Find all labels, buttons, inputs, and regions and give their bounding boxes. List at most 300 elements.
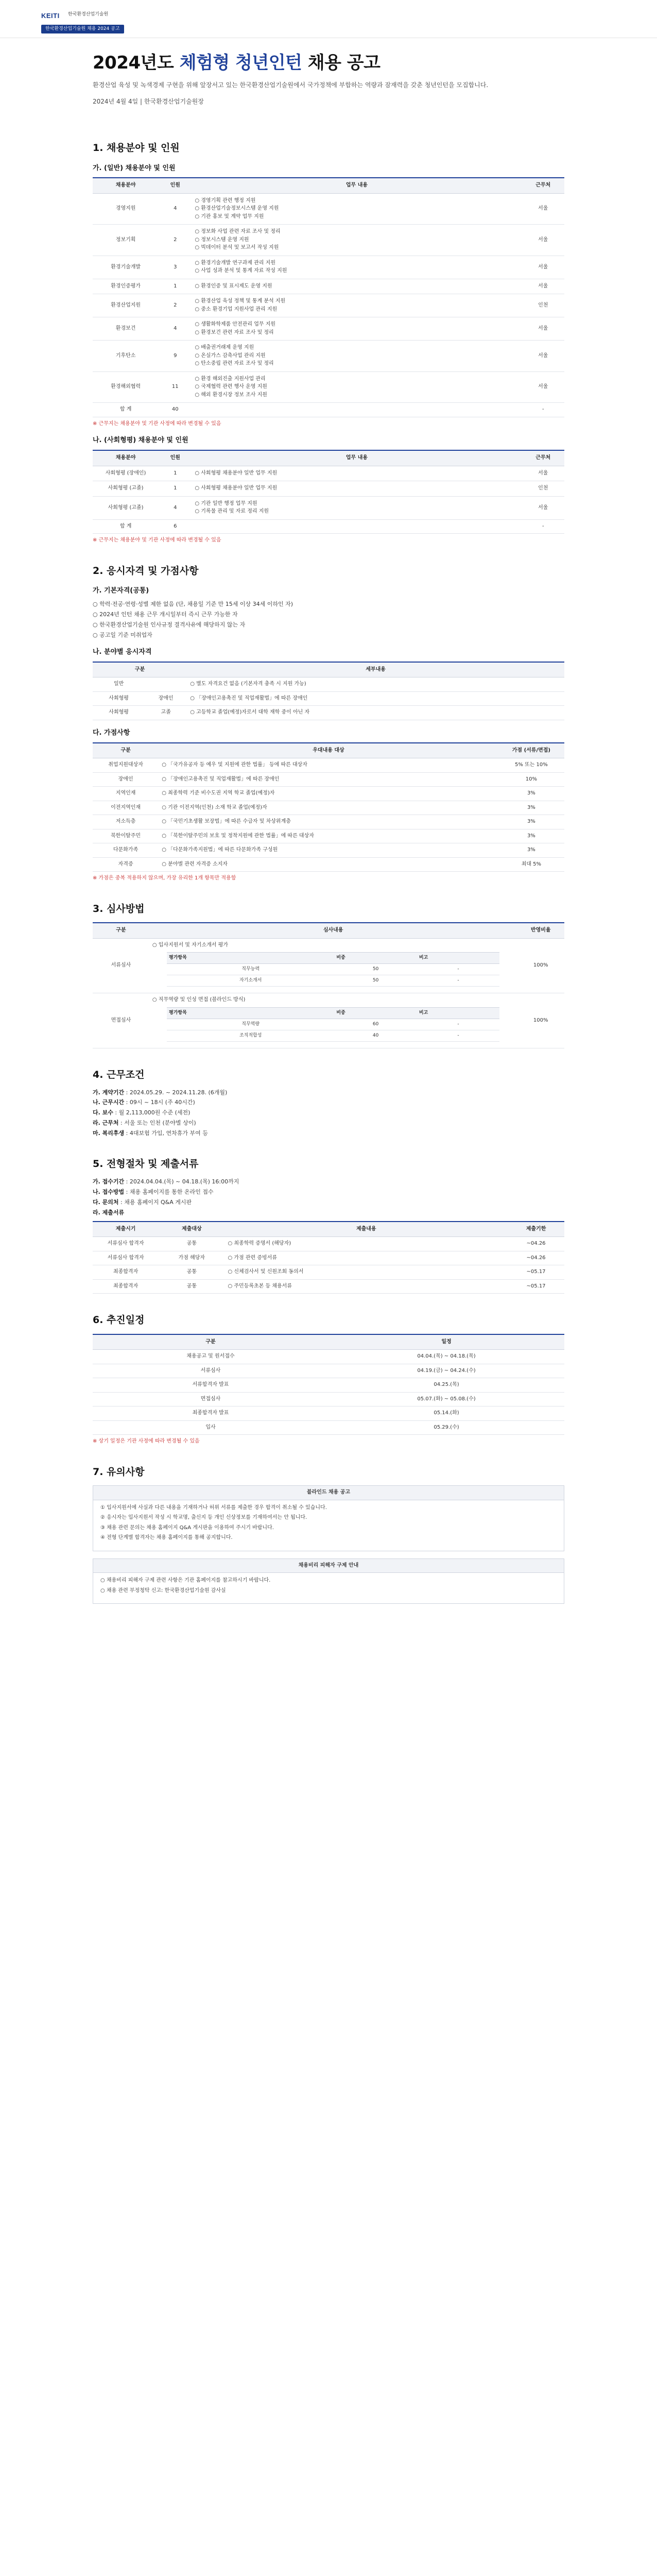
screen-type: 서류심사: [93, 938, 149, 993]
inner-cell: 자기소개서: [167, 975, 334, 987]
cell-doc-due: ~05.17: [508, 1279, 564, 1294]
table-row: [93, 1279, 564, 1294]
list-item: [93, 1178, 564, 1186]
total-label-b: 합 계: [93, 519, 159, 534]
notice-box-title: 블라인드 채용 공고: [93, 1486, 564, 1500]
list-item: [93, 1188, 564, 1196]
cell-type: 사회형평: [93, 706, 145, 720]
total-count: 40: [159, 403, 192, 417]
inner-cell: -: [417, 964, 499, 975]
cell-field: 사회형평 (장애인): [93, 466, 159, 481]
footer-line: ○ 채용비리 피해자 구제 관련 사항은 기관 홈페이지를 참고하시기 바랍니다.: [100, 1578, 271, 1584]
inner-b-h1: 비중: [334, 1007, 417, 1019]
table-row: [93, 193, 564, 225]
duty-line: ○ 환경산업기술정보시스템 운영 지원: [195, 206, 279, 212]
cell-doc-when: 최종합격자: [93, 1279, 159, 1294]
duty-line: ○ 사회형평 채용분야 일반 업무 지원: [195, 485, 278, 492]
footer-box: [93, 1558, 564, 1604]
notice-paragraph: ② 응시자는 입사지원서 작성 시 학교명, 출신지 등 개인 신상정보를 기재하여서는 안 됩니다.: [100, 1515, 307, 1521]
notice-box: [93, 1485, 564, 1551]
cell-bonus-type: 지역인재: [93, 787, 159, 801]
cell-count: 4: [159, 193, 192, 225]
title-accent: 체험형 청년인턴: [179, 53, 302, 73]
note-1a: ※ 근무지는 채용분야 및 기관 사정에 따라 변경될 수 있음: [93, 420, 221, 427]
item-value: : 채용 홈페이지를 통한 온라인 접수: [124, 1188, 214, 1195]
inner-a-h1: 비중: [334, 953, 417, 964]
cell-count: 2: [159, 225, 192, 256]
cell-sched-date: 04.25.(목): [328, 1378, 564, 1393]
col-screen-detail: 심사내용: [149, 923, 517, 938]
logo[interactable]: [41, 11, 616, 19]
notice-paragraph: ① 입사지원서에 사실과 다른 내용을 기재하거나 허위 서류를 제출한 경우 합격이 취소될 수 있습니다.: [100, 1504, 327, 1511]
item-value: : 채용 홈페이지 Q&A 게시판: [118, 1198, 192, 1206]
cell-doc-what: ○ 주민등록초본 등 채용서류: [224, 1279, 508, 1294]
cell-count: 11: [159, 371, 192, 403]
recruit-table-general: [93, 177, 564, 417]
cell-bonus-detail: ○ 「다문화가족지원법」에 따른 다문화가족 구성원: [159, 843, 498, 858]
inner-cell: 40: [334, 1030, 417, 1041]
table-row: [93, 1364, 564, 1378]
col-bonus-type: 구분: [93, 743, 159, 758]
footer-lines: [100, 1577, 557, 1595]
schedule-table: [93, 1334, 564, 1435]
duty-line: ○ 빅데이터 분석 및 보고서 작성 지원: [195, 245, 279, 251]
col-doc-due: 제출기한: [508, 1222, 564, 1237]
duty-line: ○ 환경산업 육성 정책 및 통계 분석 지원: [195, 298, 286, 304]
cell-sched-date: 04.04.(목) ~ 04.18.(목): [328, 1350, 564, 1364]
logo-mark: KEITI: [41, 12, 60, 20]
cell-bonus-detail: ○ 최종학력 기준 비수도권 지역 학교 졸업(예정)자: [159, 787, 498, 801]
total-place-b: -: [522, 519, 564, 534]
item-value: : 4대보험 가입, 연차휴가 부여 등: [124, 1130, 208, 1137]
cell-count: 4: [159, 496, 192, 519]
footer-line: ○ 채용 관련 부정청탁 신고: 한국환경산업기술원 감사실: [100, 1587, 226, 1594]
logo-subtitle: 한국환경산업기술원: [68, 12, 109, 18]
col-type: 구분: [93, 662, 187, 677]
item-value: : 09시 ~ 18시 (주 40시간): [124, 1099, 195, 1106]
duty-line: ○ 국제협력 관련 행사 운영 지원: [195, 384, 267, 390]
section-title-3: 3. 심사방법: [93, 903, 145, 914]
cell-sched-item: 최종합격자 발표: [93, 1406, 328, 1421]
cell-place: 서울: [522, 371, 564, 403]
item-value: : 2024.04.04.(목) ~ 04.18.(목) 16:00까지: [124, 1178, 239, 1185]
cell-count: 9: [159, 341, 192, 372]
item-key: 라. 근무처: [93, 1120, 119, 1127]
table-row: [167, 964, 499, 975]
cell-bonus-score: 3%: [498, 829, 564, 843]
cell-doc-when: 서류심사 합격자: [93, 1251, 159, 1265]
col-place-b: 근무처: [522, 450, 564, 466]
list-item: [93, 1089, 564, 1097]
cell-duties: [192, 317, 522, 341]
cell-duties: [192, 294, 522, 317]
cell-sched-date: 04.19.(금) ~ 04.24.(수): [328, 1364, 564, 1378]
table-row: [93, 1406, 564, 1421]
table-row: [93, 496, 564, 519]
col-doc-what: 제출내용: [224, 1222, 508, 1237]
cell-bonus-type: 북한이탈주민: [93, 829, 159, 843]
cell-field: 환경산업지원: [93, 294, 159, 317]
cell-place: 서울: [522, 256, 564, 279]
cell-subtype: [145, 677, 187, 692]
total-label: 합 계: [93, 403, 159, 417]
screening-table: [93, 922, 564, 1048]
cell-doc-due: ~04.26: [508, 1251, 564, 1265]
table-row: [93, 256, 564, 279]
cell-subtype: 장애인: [145, 691, 187, 706]
cell-place: 서울: [522, 193, 564, 225]
cell-field: 환경해외협력: [93, 371, 159, 403]
col-count: 인원: [159, 178, 192, 193]
duty-line: ○ 경영기획 관련 행정 지원: [195, 197, 256, 204]
section-2a-subtitle: 가. 기본자격(공통): [93, 587, 149, 595]
title-prefix: 2024년도: [93, 53, 180, 73]
item-value: : 서울 또는 인천 (분야별 상이): [118, 1120, 196, 1127]
cell-bonus-detail: ○ 「북한이탈주민의 보호 및 정착지원에 관한 법률」에 따른 대상자: [159, 829, 498, 843]
cell-duties: [192, 279, 522, 294]
col-screen-type: 구분: [93, 923, 149, 938]
section-title-2: 2. 응시자격 및 가점사항: [93, 565, 199, 577]
item-key: 마. 복리후생: [93, 1130, 125, 1137]
total-count-b: 6: [159, 519, 192, 534]
qualification-table: [93, 662, 564, 720]
table-row: [93, 843, 564, 858]
bonus-table: [93, 742, 564, 872]
note-2c: ※ 가점은 중복 적용하지 않으며, 가장 유리한 1개 항목만 적용함: [93, 875, 236, 882]
table-row: [93, 1251, 564, 1265]
list-item: [93, 1119, 564, 1127]
duty-line: ○ 사회형평 채용분야 일반 업무 지원: [195, 470, 278, 476]
list-item: ○ 2024년 인턴 채용 근무 개시일부터 즉시 근무 가능한 자: [93, 611, 238, 618]
table-row: [93, 801, 564, 815]
item-key: 다. 보수: [93, 1109, 113, 1116]
col-detail: 세부내용: [187, 662, 564, 677]
inner-cell: -: [417, 975, 499, 987]
inner-a-h0: 평가항목: [167, 953, 334, 964]
cell-doc-what: ○ 최종학력 증명서 (해당자): [224, 1237, 508, 1251]
procedure-list: [93, 1178, 564, 1217]
table-row: [93, 371, 564, 403]
title-suffix: 채용 공고: [302, 53, 381, 73]
cell-bonus-type: 저소득층: [93, 815, 159, 829]
cell-field: 사회형평 (고졸): [93, 496, 159, 519]
screen-detail: ○ 직무역량 및 인성 면접 (블라인드 방식): [152, 997, 246, 1003]
cell-type: 사회형평: [93, 691, 145, 706]
duty-line: ○ 기관 일반 행정 업무 지원: [195, 500, 257, 506]
duty-line: ○ 중소 환경기업 지원사업 관리 지원: [195, 306, 278, 312]
total-place: -: [522, 403, 564, 417]
col-screen-ratio: 반영비율: [517, 923, 564, 938]
table-row: [93, 993, 564, 1048]
cell-field: 환경인증평가: [93, 279, 159, 294]
table-row: [93, 677, 564, 692]
col-doc-when: 제출시기: [93, 1222, 159, 1237]
cell-duties: [192, 481, 522, 497]
cell-subtype: 고졸: [145, 706, 187, 720]
duty-line: ○ 환경보건 관련 자료 조사 및 정리: [195, 329, 274, 335]
cell-sched-date: 05.14.(화): [328, 1406, 564, 1421]
cell-type: 일반: [93, 677, 145, 692]
cell-field: 환경보건: [93, 317, 159, 341]
table-row: [93, 829, 564, 843]
cell-duties: [192, 371, 522, 403]
cell-field: 기후탄소: [93, 341, 159, 372]
cell-doc-who: 공통: [159, 1237, 224, 1251]
table-row: [93, 706, 564, 720]
hero-section: [0, 38, 657, 116]
table-row: [93, 317, 564, 341]
cell-doc-what: ○ 신체검사서 및 신원조회 동의서: [224, 1265, 508, 1280]
breadcrumb: 한국환경산업기술원 채용 2024 공고: [41, 25, 124, 33]
screen-ratio: 100%: [517, 993, 564, 1048]
hero-intro: 환경산업 육성 및 녹색경제 구현을 위해 앞장서고 있는 한국환경산업기술원에서 국가정책에 부합하는 역량과 잠재력을 갖춘 청년인턴을 모집합니다.: [93, 81, 489, 89]
list-item: [93, 1129, 564, 1138]
top-bar: [0, 0, 657, 38]
table-row: [93, 1350, 564, 1364]
documents-table: [93, 1221, 564, 1294]
col-field: 채용분야: [93, 178, 159, 193]
cell-bonus-detail: ○ 「국가유공자 등 예우 및 지원에 관한 법률」 등에 따른 대상자: [159, 758, 498, 773]
cell-doc-who: 가점 해당자: [159, 1251, 224, 1265]
table-row: [93, 1420, 564, 1435]
item-value: : 월 2,113,000원 수준 (세전): [113, 1109, 191, 1116]
section-2b-subtitle: 나. 분야별 응시자격: [93, 648, 152, 656]
table-row: [167, 1030, 499, 1041]
cell-doc-due: ~04.26: [508, 1237, 564, 1251]
item-key: 가. 접수기간: [93, 1178, 125, 1185]
col-doc-who: 제출대상: [159, 1222, 224, 1237]
cell-sched-item: 채용공고 및 원서접수: [93, 1350, 328, 1364]
cell-sched-item: 서류심사: [93, 1364, 328, 1378]
cell-duties: [192, 225, 522, 256]
list-item: [93, 1098, 564, 1107]
cell-bonus-type: 자격증: [93, 857, 159, 872]
cell-count: 1: [159, 279, 192, 294]
table-row: [93, 481, 564, 497]
table-row: [93, 772, 564, 787]
table-row: [167, 1019, 499, 1030]
table-row: [93, 1265, 564, 1280]
cell-bonus-score: 10%: [498, 772, 564, 787]
section-title-6: 6. 추진일정: [93, 1314, 145, 1326]
inner-a-h2: 비고: [417, 953, 499, 964]
cell-duties: [192, 193, 522, 225]
cell-bonus-score: 최대 5%: [498, 857, 564, 872]
screen-inner-table-b: [167, 1007, 499, 1042]
section-2c-subtitle: 다. 가점사항: [93, 728, 130, 737]
cell-field: 사회형평 (고졸): [93, 481, 159, 497]
item-key: 다. 문의처: [93, 1198, 119, 1206]
duty-line: ○ 생활화학제품 안전관리 업무 지원: [195, 321, 276, 328]
duty-line: ○ 해외 환경시장 정보 조사 지원: [195, 392, 267, 398]
list-item: [93, 1198, 564, 1207]
cell-field: 정보기획: [93, 225, 159, 256]
cell-field: 환경기술개발: [93, 256, 159, 279]
col-count-b: 인원: [159, 450, 192, 466]
cell-place: 서울: [522, 496, 564, 519]
table-row: [93, 279, 564, 294]
cell-bonus-detail: ○ 「국민기초생활 보장법」에 따른 수급자 및 차상위계층: [159, 815, 498, 829]
notice-paragraphs: [100, 1504, 557, 1542]
cell-bonus-score: 3%: [498, 843, 564, 858]
col-bonus-score: 가점 (서류/면접): [498, 743, 564, 758]
cell-place: 서울: [522, 225, 564, 256]
duty-line: ○ 기록물 관리 및 자료 정리 지원: [195, 509, 269, 515]
cell-count: 3: [159, 256, 192, 279]
recruit-table-equity: [93, 450, 564, 534]
cell-count: 4: [159, 317, 192, 341]
table-row: [93, 787, 564, 801]
cell-detail: ○ 고등학교 졸업(예정)자로서 대학 재학 중이 아닌 자: [187, 706, 564, 720]
cell-detail: ○ 「장애인고용촉진 및 직업재활법」에 따른 장애인: [187, 691, 564, 706]
table-row: [167, 975, 499, 987]
duty-line: ○ 정보화 사업 관련 자료 조사 및 정리: [195, 229, 281, 235]
cell-doc-who: 공통: [159, 1279, 224, 1294]
col-duties-b: 업무 내용: [192, 450, 522, 466]
cell-duties: [192, 466, 522, 481]
list-item: [93, 1109, 564, 1117]
inner-cell: -: [417, 1030, 499, 1041]
footer-box-title: 채용비리 피해자 구제 안내: [93, 1559, 564, 1573]
table-row: [93, 1378, 564, 1393]
duty-line: ○ 환경 해외진출 지원사업 관리: [195, 376, 266, 382]
cell-bonus-score: 5% 또는 10%: [498, 758, 564, 773]
table-row: [93, 815, 564, 829]
duty-line: ○ 기관 홍보 및 계약 업무 지원: [195, 213, 264, 219]
item-key: 라. 제출서류: [93, 1209, 125, 1216]
table-row: [93, 758, 564, 773]
duty-line: ○ 배출권거래제 운영 지원: [195, 345, 254, 351]
cell-count: 1: [159, 466, 192, 481]
page-title: [93, 50, 564, 76]
section-1b-subtitle: 나. (사회형평) 채용분야 및 인원: [93, 436, 188, 445]
cell-bonus-score: 3%: [498, 815, 564, 829]
list-item: [93, 1209, 564, 1217]
table-row: [93, 294, 564, 317]
notice-paragraph: ④ 전형 단계별 합격자는 채용 홈페이지를 통해 공지합니다.: [100, 1535, 233, 1541]
section-1a-subtitle: 가. (일반) 채용분야 및 인원: [93, 164, 176, 172]
screen-ratio: 100%: [517, 938, 564, 993]
cell-field: 경영지원: [93, 193, 159, 225]
table-row: [93, 938, 564, 993]
col-field-b: 채용분야: [93, 450, 159, 466]
item-key: 나. 접수방법: [93, 1188, 125, 1195]
inner-cell: 50: [334, 964, 417, 975]
cell-bonus-detail: ○ 기관 이전지역(인천) 소재 학교 졸업(예정)자: [159, 801, 498, 815]
cell-doc-what: ○ 가점 관련 증빙서류: [224, 1251, 508, 1265]
section-title-4: 4. 근무조건: [93, 1069, 145, 1080]
duty-line: ○ 탄소중립 관련 자료 조사 및 정리: [195, 361, 274, 367]
inner-cell: 60: [334, 1019, 417, 1030]
list-item: ○ 학력·전공·연령·성별 제한 없음 (단, 채용일 기준 만 15세 이상 34세 이하인 자): [93, 601, 293, 608]
duty-line: ○ 정보시스템 운영 지원: [195, 236, 249, 243]
cell-bonus-score: 3%: [498, 801, 564, 815]
item-key: 나. 근무시간: [93, 1099, 125, 1106]
table-row: [93, 1392, 564, 1406]
table-row: [93, 691, 564, 706]
cell-sched-date: 05.07.(화) ~ 05.08.(수): [328, 1392, 564, 1406]
cell-place: 서울: [522, 466, 564, 481]
cell-duties: [192, 256, 522, 279]
screen-detail: ○ 입사지원서 및 자기소개서 평가: [152, 942, 228, 948]
col-bonus-detail: 우대내용 대상: [159, 743, 498, 758]
cell-place: 서울: [522, 317, 564, 341]
screen-inner-table-a: [167, 952, 499, 987]
col-place: 근무처: [522, 178, 564, 193]
section-title-5: 5. 전형절차 및 제출서류: [93, 1158, 199, 1170]
table-row: [93, 857, 564, 872]
cell-place: 서울: [522, 279, 564, 294]
duty-line: ○ 온실가스 감축사업 관리 지원: [195, 352, 266, 359]
col-sched-item: 구분: [93, 1334, 328, 1350]
cell-place: 인천: [522, 481, 564, 497]
cell-sched-item: 입사: [93, 1420, 328, 1435]
table-row: [93, 466, 564, 481]
inner-cell: 조직적합성: [167, 1030, 334, 1041]
list-item: ○ 공고일 기준 미취업자: [93, 632, 152, 639]
table-row: [93, 341, 564, 372]
inner-cell: -: [417, 1019, 499, 1030]
cell-count: 2: [159, 294, 192, 317]
section-title-1: 1. 채용분야 및 인원: [93, 142, 180, 154]
item-key: 가. 계약기간: [93, 1089, 125, 1096]
col-duties: 업무 내용: [192, 178, 522, 193]
inner-cell: 50: [334, 975, 417, 987]
basic-qualification-list: [93, 600, 564, 639]
inner-cell: 직무역량: [167, 1019, 334, 1030]
cell-place: 서울: [522, 341, 564, 372]
duty-line: ○ 환경기술개발 연구과제 관리 지원: [195, 260, 276, 266]
hero-date: 2024년 4월 4일 | 한국환경산업기술원장: [93, 97, 204, 105]
cell-bonus-score: 3%: [498, 787, 564, 801]
cell-duties: [192, 496, 522, 519]
note-6: ※ 상기 일정은 기관 사정에 따라 변경될 수 있음: [93, 1438, 200, 1445]
screen-type: 면접심사: [93, 993, 149, 1048]
cell-bonus-detail: ○ 분야별 관련 자격증 소지자: [159, 857, 498, 872]
col-sched-date: 일정: [328, 1334, 564, 1350]
list-item: ○ 한국환경산업기술원 인사규정 결격사유에 해당하지 않는 자: [93, 621, 246, 629]
cell-bonus-type: 이전지역인재: [93, 801, 159, 815]
notice-paragraph: ③ 채용 관련 문의는 채용 홈페이지 Q&A 게시판을 이용하여 주시기 바랍니다.: [100, 1524, 274, 1531]
cell-doc-when: 최종합격자: [93, 1265, 159, 1280]
cell-detail: ○ 별도 자격요건 없음 (기본자격 충족 시 지원 가능): [187, 677, 564, 692]
work-conditions-list: [93, 1089, 564, 1138]
inner-b-h0: 평가항목: [167, 1007, 334, 1019]
cell-bonus-type: 장애인: [93, 772, 159, 787]
main-content: [0, 116, 657, 1604]
table-row: [93, 1237, 564, 1251]
cell-bonus-type: 취업지원대상자: [93, 758, 159, 773]
cell-count: 1: [159, 481, 192, 497]
duty-line: ○ 사업 성과 분석 및 통계 자료 작성 지원: [195, 268, 287, 274]
inner-b-h2: 비고: [417, 1007, 499, 1019]
cell-sched-item: 서류합격자 발표: [93, 1378, 328, 1393]
section-title-7: 7. 유의사항: [93, 1466, 145, 1478]
cell-bonus-type: 다문화가족: [93, 843, 159, 858]
table-row: [93, 225, 564, 256]
item-value: : 2024.05.29. ~ 2024.11.28. (6개월): [124, 1089, 228, 1096]
cell-place: 인천: [522, 294, 564, 317]
cell-doc-when: 서류심사 합격자: [93, 1237, 159, 1251]
duty-line: ○ 환경인증 및 표시제도 운영 지원: [195, 283, 272, 289]
cell-doc-due: ~05.17: [508, 1265, 564, 1280]
cell-doc-who: 공통: [159, 1265, 224, 1280]
cell-sched-item: 면접심사: [93, 1392, 328, 1406]
note-1b: ※ 근무지는 채용분야 및 기관 사정에 따라 변경될 수 있음: [93, 537, 221, 544]
cell-bonus-detail: ○ 「장애인고용촉진 및 직업재활법」에 따른 장애인: [159, 772, 498, 787]
inner-cell: 직무능력: [167, 964, 334, 975]
cell-sched-date: 05.29.(수): [328, 1420, 564, 1435]
